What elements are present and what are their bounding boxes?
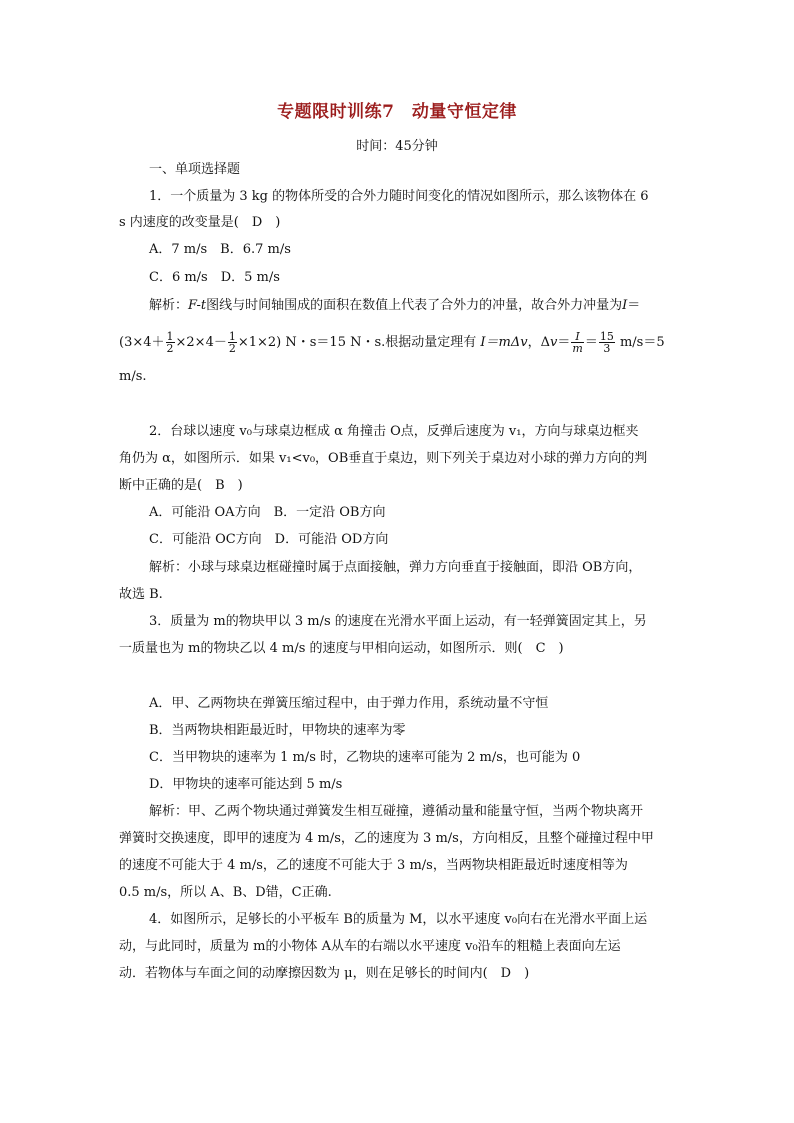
q1-exp-part-a: (3×4＋ — [119, 335, 165, 350]
q1-exp-eq3: ＝ — [584, 335, 598, 350]
fraction-I-over-m — [571, 331, 583, 354]
frac3-den: m — [572, 342, 583, 355]
q1-explanation-line1 — [149, 298, 640, 314]
time-limit: 时间：45分钟 — [356, 139, 438, 154]
q3-option-c: C．当甲物块的速率为 1 m/s 时，乙物块的速率可能为 2 m/s，也可能为 0 — [149, 750, 581, 765]
q3-stem-line2: 一质量也为 m的物块乙以 4 m/s 的速度与甲相向运动，如图所示．则( C ) — [119, 641, 564, 656]
q1-exp-eq: ＝ — [627, 298, 641, 313]
frac4-num: 15 — [599, 330, 614, 343]
frac4-den: 3 — [603, 342, 611, 355]
frac2-num: 1 — [228, 330, 236, 343]
q3-option-d: D．甲物块的速率可能达到 5 m/s — [149, 777, 343, 792]
q3-explanation-line4: 0.5 m/s，所以 A、B、D错，C正确. — [119, 885, 332, 900]
q1-options-ab: A．7 m/s B．6.7 m/s — [149, 242, 291, 257]
section-heading: 一、单项选择题 — [149, 162, 241, 177]
q4-stem-line1: 4．如图所示，足够长的小平板车 B的质量为 M，以水平速度 v₀向右在光滑水平面上运 — [149, 912, 648, 927]
q2-stem-line1: 2．台球以速度 v₀与球桌边框成 α 角撞击 O点，反弹后速度为 v₁，方向与球桌边框夹 — [149, 424, 639, 439]
q1-exp-part-c: ×1×2) N・s＝15 N・s.根据动量定理有 — [237, 335, 481, 350]
fraction-15-over-3 — [599, 331, 615, 354]
q2-stem-line2: 角仍为 α，如图所示．如果 v₁<v₀，OB垂直于桌边，则下列关于桌边对小球的弹力方向的判 — [119, 451, 648, 466]
frac2-den: 2 — [228, 342, 236, 355]
q3-explanation-line1: 解析：甲、乙两个物块通过弹簧发生相互碰撞，遵循动量和能量守恒，当两个物块离开 — [149, 804, 644, 819]
q4-stem-line2: 动，与此同时，质量为 m的小物体 A从车的右端以水平速度 v₀沿车的粗糙上表面向左运 — [119, 939, 621, 954]
q1-stem-line2: s 内速度的改变量是( D ) — [119, 215, 281, 230]
q3-stem-line1: 3．质量为 m的物块甲以 3 m/s 的速度在光滑水平面上运动，有一轻弹簧固定其上，另 — [149, 614, 647, 629]
q1-exp-v: v — [550, 335, 558, 350]
fraction-half-2 — [228, 331, 237, 354]
q2-explanation-line2: 故选 B. — [119, 587, 163, 602]
q1-exp-eq2: ＝ — [557, 335, 571, 350]
q2-stem-line3: 断中正确的是( B ) — [119, 478, 243, 493]
q1-exp-part-b: ×2×4－ — [175, 335, 227, 350]
q3-explanation-line2: 弹簧时交换速度，即甲的速度为 4 m/s，乙的速度为 3 m/s，方向相反，且整个碰撞过程中甲 — [119, 831, 654, 846]
q1-stem-line1: 1．一个质量为 3 kg 的物体所受的合外力随时间变化的情况如图所示，那么该物体在 6 — [149, 189, 649, 204]
q1-exp-impulse-theorem: I＝mΔv — [480, 335, 528, 350]
q2-options-ab: A．可能沿 OA方向 B．一定沿 OB方向 — [149, 505, 386, 520]
q2-explanation-line1: 解析：小球与球桌边框碰撞时属于点面接触，弹力方向垂直于接触面，即沿 OB方向， — [149, 560, 642, 575]
fraction-half-1 — [166, 331, 175, 354]
q2-options-cd: C．可能沿 OC方向 D．可能沿 OD方向 — [149, 532, 389, 547]
frac3-num: I — [571, 331, 583, 343]
q1-exp-part-e: ，Δ — [527, 335, 551, 350]
q3-option-a: A．甲、乙两物块在弹簧压缩过程中，由于弹力作用，系统动量不守恒 — [149, 696, 549, 711]
q3-option-b: B．当两物块相距最近时，甲物块的速率为零 — [149, 723, 406, 738]
q1-options-cd: C．6 m/s D．5 m/s — [149, 270, 280, 285]
q4-stem-line3: 动．若物体与车面之间的动摩擦因数为 μ，则在足够长的时间内( D ) — [119, 966, 530, 981]
q3-explanation-line3: 的速度不可能大于 4 m/s，乙的速度不可能大于 3 m/s，当两物块相距最近时速度相等为 — [119, 858, 628, 873]
frac1-den: 2 — [166, 342, 174, 355]
q1-exp-result: m/s＝5 — [615, 335, 665, 350]
q1-exp-I: I — [622, 298, 628, 313]
q1-exp-text: 图线与时间轴围成的面积在数值上代表了合外力的冲量，故合外力冲量为 — [206, 298, 623, 313]
q1-explanation-line3: m/s. — [119, 369, 147, 384]
q1-exp-ft: F-t — [188, 298, 207, 313]
page-title: 专题限时训练7 动量守恒定律 — [277, 102, 517, 122]
q1-explanation-line2 — [119, 331, 665, 354]
frac1-num: 1 — [166, 330, 174, 343]
q1-exp-prefix: 解析： — [149, 298, 189, 313]
